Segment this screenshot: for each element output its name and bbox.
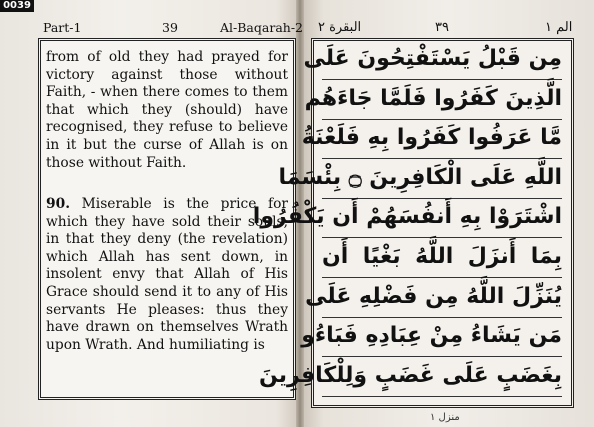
arabic-line: اشْتَرَوْا بِهِ أَنفُسَهُمْ أَن يَكْفُرُوا	[252, 204, 562, 230]
line-rule	[322, 79, 562, 80]
header-arabic-page: ٣٩	[435, 20, 449, 35]
line-rule	[322, 119, 562, 120]
header-page-number: 39	[162, 20, 178, 35]
arabic-line: بِمَا أَنزَلَ اللَّهُ بَغْيًا أَن	[322, 244, 562, 269]
translation-paragraph-1: from of old they had prayed for victory against those without Faith, - when there comes to them that which they (should) have recognised, they refuse to believe in it but the curse of Allah is on those without Faith.	[46, 49, 288, 171]
line-rule	[322, 198, 562, 199]
header-surah: Al-Baqarah-2	[220, 20, 303, 35]
arabic-line: يُنَزِّلَ اللَّهُ مِن فَضْلِهِ عَلَى	[305, 283, 562, 309]
line-rule	[322, 158, 562, 159]
verse-90-text: Miserable is the price for which they have sold their souls, in that they deny (the revelation) which Allah has sent down, in insolent envy that Allah of His Grace should send it to any of His servants He pleases: thus they have drawn on themselves Wrath upon Wrath. And humiliating is	[46, 196, 289, 353]
line-rule	[322, 237, 562, 238]
arabic-line: اللَّهِ عَلَى الْكَافِرِينَ ۝ بِئْسَمَا	[278, 164, 562, 190]
line-rule	[322, 277, 562, 278]
verse-number: 90.	[46, 196, 71, 212]
arabic-line: مَّا عَرَفُوا كَفَرُوا بِهِ فَلَعْنَةُ	[301, 125, 562, 151]
translation-paragraph-2	[46, 196, 288, 354]
arabic-line: بِغَضَبٍ عَلَى غَضَبٍ وَلِلْكَافِرِينَ	[258, 362, 562, 388]
manzil-marker: منزل ١	[430, 412, 460, 423]
line-rule	[322, 356, 562, 357]
arabic-line: مِن قَبْلُ يَسْتَفْتِحُونَ عَلَى	[303, 46, 562, 71]
header-arabic-juz: الم ١	[545, 20, 573, 35]
line-rule	[322, 317, 562, 318]
arabic-line: مَن يَشَاءُ مِنْ عِبَادِهِ فَبَاءُو	[301, 323, 562, 349]
arabic-line: الَّذِينَ كَفَرُوا فَلَمَّا جَاءَهُم	[304, 85, 562, 111]
line-rule	[322, 396, 562, 397]
header-arabic-surah: البقرة ٢	[318, 20, 362, 35]
page-id-badge: 0039	[0, 0, 34, 12]
header-part: Part-1	[43, 20, 82, 35]
